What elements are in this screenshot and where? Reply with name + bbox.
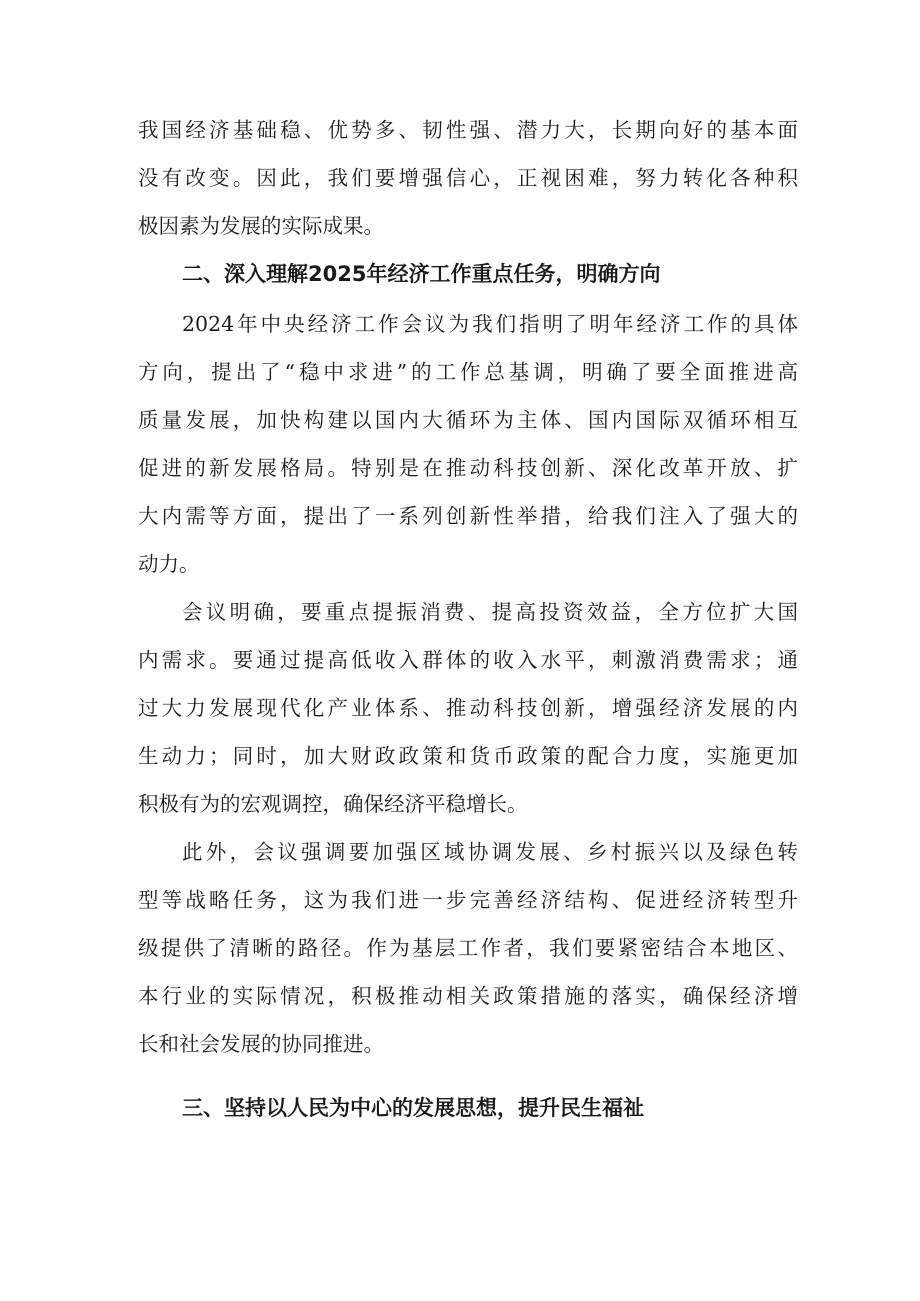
body-text-line: 促进的新发展格局。特别是在推动科技创新、深化改革开放、扩 (138, 456, 798, 480)
body-text-line: 生动力；同时，加大财政政策和货币政策的配合力度，实施更加 (138, 744, 798, 768)
body-text-line: 型等战略任务，这为我们进一步完善经济结构、促进经济转型升 (138, 888, 798, 912)
body-text-line: 没有改变。因此，我们要增强信心，正视困难，努力转化各种积 (138, 166, 798, 190)
body-text-line: 内需求。要通过提高低收入群体的收入水平，刺激消费需求；通 (138, 648, 798, 672)
section-heading-3: 三、坚持以人民为中心的发展思想，提升民生福祉 (182, 1096, 644, 1120)
body-text-line: 我国经济基础稳、优势多、韧性强、潜力大，长期向好的基本面 (138, 118, 798, 142)
body-text-line: 质量发展，加快构建以国内大循环为主体、国内国际双循环相互 (138, 408, 798, 432)
body-text-line: 动力。 (138, 552, 200, 576)
body-text-line: 2024年中央经济工作会议为我们指明了明年经济工作的具体 (182, 312, 798, 336)
body-text-line: 过大力发展现代化产业体系、推动科技创新，增强经济发展的内 (138, 696, 798, 720)
body-text-line: 长和社会发展的协同推进。 (138, 1032, 384, 1056)
section-heading-2: 二、深入理解2025年经济工作重点任务，明确方向 (182, 262, 661, 286)
body-text-line: 积极有为的宏观调控，确保经济平稳增长。 (138, 792, 528, 816)
body-text-line: 大内需等方面，提出了一系列创新性举措，给我们注入了强大的 (138, 504, 798, 528)
body-text-line: 此外，会议强调要加强区域协调发展、乡村振兴以及绿色转 (182, 840, 798, 864)
body-text-line: 会议明确，要重点提振消费、提高投资效益，全方位扩大国 (182, 600, 798, 624)
body-text-line: 方向，提出了“稳中求进”的工作总基调，明确了要全面推进高 (138, 360, 798, 384)
body-text-line: 级提供了清晰的路径。作为基层工作者，我们要紧密结合本地区、 (138, 936, 798, 960)
body-text-line: 本行业的实际情况，积极推动相关政策措施的落实，确保经济增 (138, 984, 798, 1008)
body-text-line: 极因素为发展的实际成果。 (138, 214, 384, 238)
